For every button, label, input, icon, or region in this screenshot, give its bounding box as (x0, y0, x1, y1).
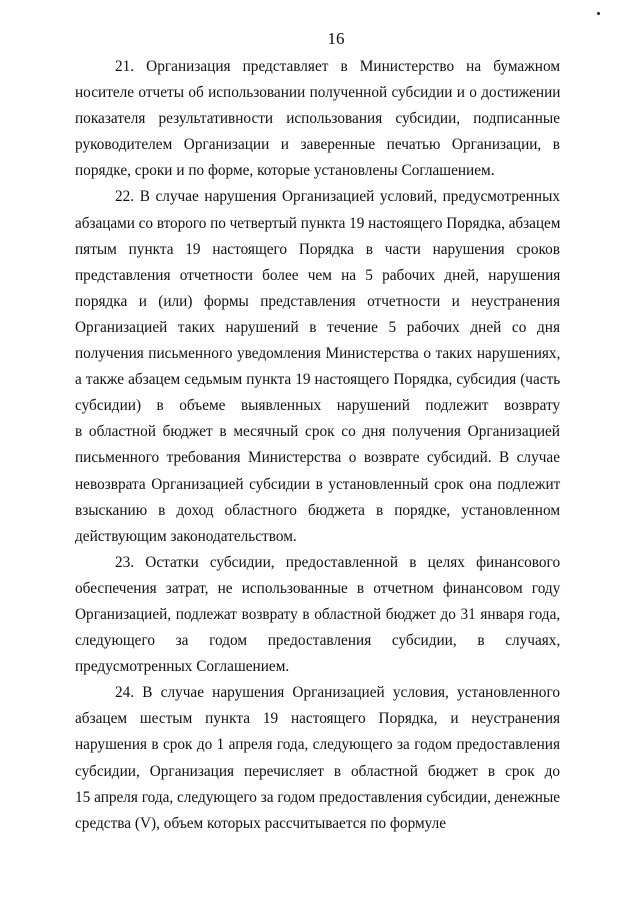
text-line: предусмотренных Соглашением. (75, 658, 290, 676)
text-line: субсидии, Организация перечисляет в областной бюджет в срок до (75, 762, 561, 780)
text-line: носителе отчеты об использовании полученной субсидии и о достижении (75, 84, 561, 102)
paragraph-22 (75, 184, 560, 549)
text-line: 21. Организация представляет в Министерство на бумажном (115, 58, 560, 75)
text-line: средства (V), объем которых рассчитывается по формуле (75, 814, 447, 832)
text-line: 22. В случае нарушения Организацией условий, предусмотренных (115, 188, 560, 206)
text-line: показателя результативности использования субсидии, подписанные (75, 110, 560, 128)
text-line: 15 апреля года, следующего за годом предоставления субсидии, денежные (75, 788, 560, 806)
paragraph-23 (75, 550, 560, 680)
text-line: 23. Остатки субсидии, предоставленной в целях финансового (115, 553, 561, 571)
page-number: 16 (327, 29, 345, 48)
text-line: а также абзацем седьмым пункта 19 настоящего Порядка, субсидия (часть (75, 371, 561, 389)
text-line: Организацией, подлежат возврату в областной бюджет до 31 января года, (75, 605, 561, 623)
text-line: в областной бюджет в месячный срок со дня получения Организацией (75, 423, 560, 441)
text-line: абзацем шестым пункта 19 настоящего Порядка, и неустранения (75, 710, 561, 728)
text-line: следующего за годом предоставления субсидии, в случаях, (75, 632, 561, 650)
text-line: получения письменного уведомления Министерства о таких нарушениях, (75, 345, 561, 363)
text-line: Организацией таких нарушений в течение 5 рабочих дней со дня (75, 318, 560, 336)
text-line: порядке, сроки и по форме, которые установлены Соглашением. (75, 162, 495, 180)
text-line: обеспечения затрат, не использованные в отчетном финансовом году (75, 579, 561, 597)
text-line: действующим законодательством. (75, 527, 297, 545)
text-line: невозврата Организацией субсидии в установленный срок она подлежит (75, 475, 561, 493)
paragraph-24 (75, 680, 560, 837)
document-body (75, 54, 560, 837)
text-line: порядка и (или) формы представления отчетности и неустранения (75, 292, 560, 310)
text-line: взысканию в доход областного бюджета в порядке, установленном (75, 501, 560, 519)
text-line: руководителем Организации и заверенные печатью Организации, в (75, 136, 560, 154)
paragraph-21 (75, 54, 560, 184)
text-line: пятым пункта 19 настоящего Порядка в части нарушения сроков (75, 240, 560, 258)
text-line: нарушения в срок до 1 апреля года, следующего за годом предоставления (75, 736, 560, 754)
text-line: абзацами со второго по четвертый пункта 19 настоящего Порядка, абзацем (75, 214, 561, 232)
text-line: 24. В случае нарушения Организацией условия, установленного (115, 684, 560, 702)
scan-speck (597, 12, 600, 15)
text-line: представления отчетности более чем на 5 рабочих дней, нарушения (75, 266, 561, 284)
text-line: письменного требования Министерства о возврате субсидий. В случае (75, 449, 560, 467)
text-line: субсидии) в объеме выявленных нарушений подлежит возврату (75, 397, 561, 415)
